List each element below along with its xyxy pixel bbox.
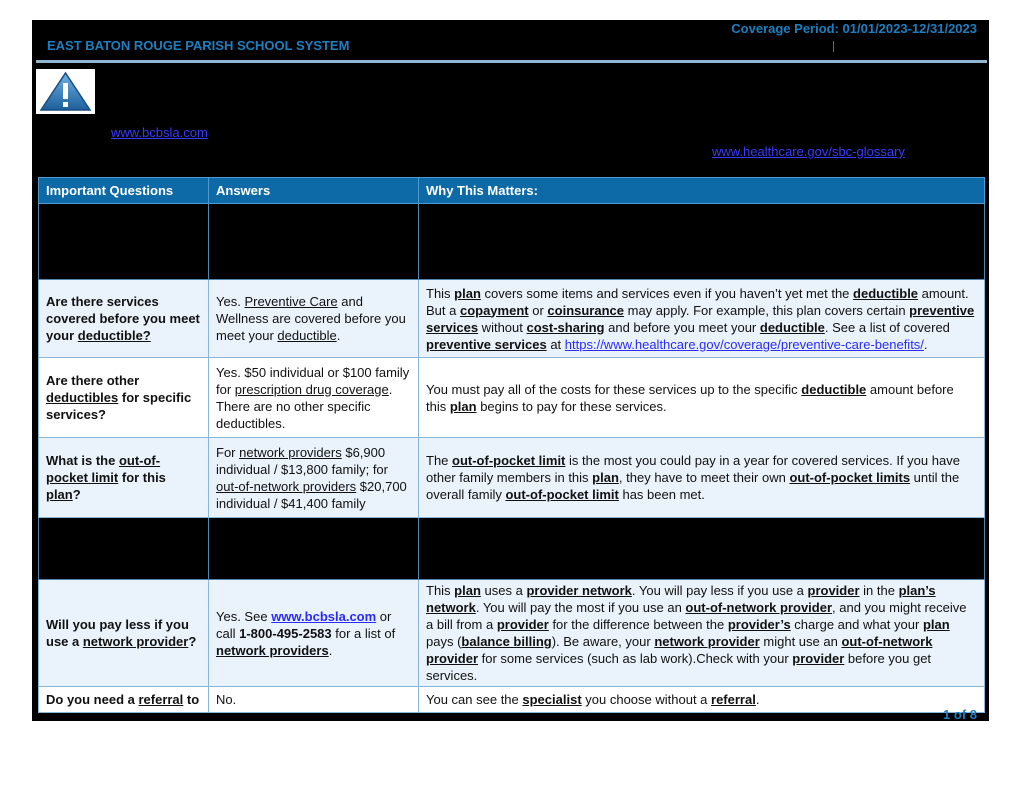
bcbsla-answer-link[interactable]: www.bcbsla.com bbox=[271, 608, 377, 624]
table-cell bbox=[209, 518, 419, 580]
warning-triangle-icon bbox=[36, 69, 95, 114]
coverage-period: Coverage Period: 01/01/2023-12/31/2023 bbox=[731, 21, 977, 36]
table-header-row bbox=[39, 178, 985, 204]
coverage-divider bbox=[833, 41, 834, 52]
glossary-link[interactable]: www.healthcare.gov/sbc-glossary bbox=[712, 144, 905, 159]
why-cell: This plan uses a provider network. You will pay less if you use a provider in the plan’s network. You will pay the most if you use an out-of-network provider, and you might receive a bill from a provider for the difference between the provider’s charge and what your plan pays (balance billing). Be aware, your network provider might use an out-of-network provider for some services (such as lab work).Check with your provider before you get services. bbox=[419, 580, 985, 687]
page-number: 1 of 8 bbox=[943, 707, 977, 722]
question-cell: What is the out-of-pocket limit for this plan? bbox=[39, 438, 209, 518]
why-cell: This plan covers some items and services even if you haven’t yet met the deductible amount. But a copayment or coinsurance may apply. For example, this plan covers certain preventive services without cost-sharing and before you meet your deductible. See a list of covered preventive services at https://www.healthcare.gov/coverage/preventive-care-benefits/. bbox=[419, 280, 985, 358]
bcbsla-link[interactable]: www.bcbsla.com bbox=[111, 125, 208, 140]
column-header: Important Questions bbox=[39, 178, 209, 204]
table-row-redacted bbox=[39, 204, 985, 280]
why-cell: You can see the specialist you choose without a referral. bbox=[419, 687, 985, 713]
table-cell bbox=[209, 204, 419, 280]
question-cell: Are there other deductibles for specific services? bbox=[39, 358, 209, 438]
header-divider bbox=[36, 60, 987, 63]
summary-table bbox=[38, 177, 985, 713]
preventive-care-link[interactable]: https://www.healthcare.gov/coverage/preventive-care-benefits/ bbox=[564, 336, 924, 352]
question-cell: Do you need a referral to bbox=[39, 687, 209, 713]
warning-icon-box bbox=[36, 69, 95, 114]
why-cell: You must pay all of the costs for these services up to the specific deductible amount before this plan begins to pay for these services. bbox=[419, 358, 985, 438]
answer-cell: Yes. Preventive Care and Wellness are covered before you meet your deductible. bbox=[209, 280, 419, 358]
column-header: Answers bbox=[209, 178, 419, 204]
answer-cell: Yes. $50 individual or $100 family for prescription drug coverage. There are no other specific deductibles. bbox=[209, 358, 419, 438]
table-cell bbox=[39, 204, 209, 280]
table-row bbox=[39, 438, 985, 518]
table-row bbox=[39, 687, 985, 713]
table-cell bbox=[419, 204, 985, 280]
answer-cell: Yes. See www.bcbsla.com or call 1-800-495-2583 for a list of network providers. bbox=[209, 580, 419, 687]
column-header: Why This Matters: bbox=[419, 178, 985, 204]
why-cell: The out-of-pocket limit is the most you could pay in a year for covered services. If you have other family members in this plan, they have to meet their own out-of-pocket limits until the overall family out-of-pocket limit has been met. bbox=[419, 438, 985, 518]
table-row bbox=[39, 580, 985, 687]
table-cell bbox=[39, 518, 209, 580]
plan-name: EAST BATON ROUGE PARISH SCHOOL SYSTEM bbox=[47, 38, 350, 53]
table-row-redacted bbox=[39, 518, 985, 580]
table-cell bbox=[419, 518, 985, 580]
question-cell: Will you pay less if you use a network provider? bbox=[39, 580, 209, 687]
answer-cell: No. bbox=[209, 687, 419, 713]
table-row bbox=[39, 358, 985, 438]
question-cell: Are there services covered before you meet your deductible? bbox=[39, 280, 209, 358]
table-row bbox=[39, 280, 985, 358]
answer-cell: For network providers $6,900 individual / $13,800 family; for out-of-network providers $20,700 individual / $41,400 family bbox=[209, 438, 419, 518]
